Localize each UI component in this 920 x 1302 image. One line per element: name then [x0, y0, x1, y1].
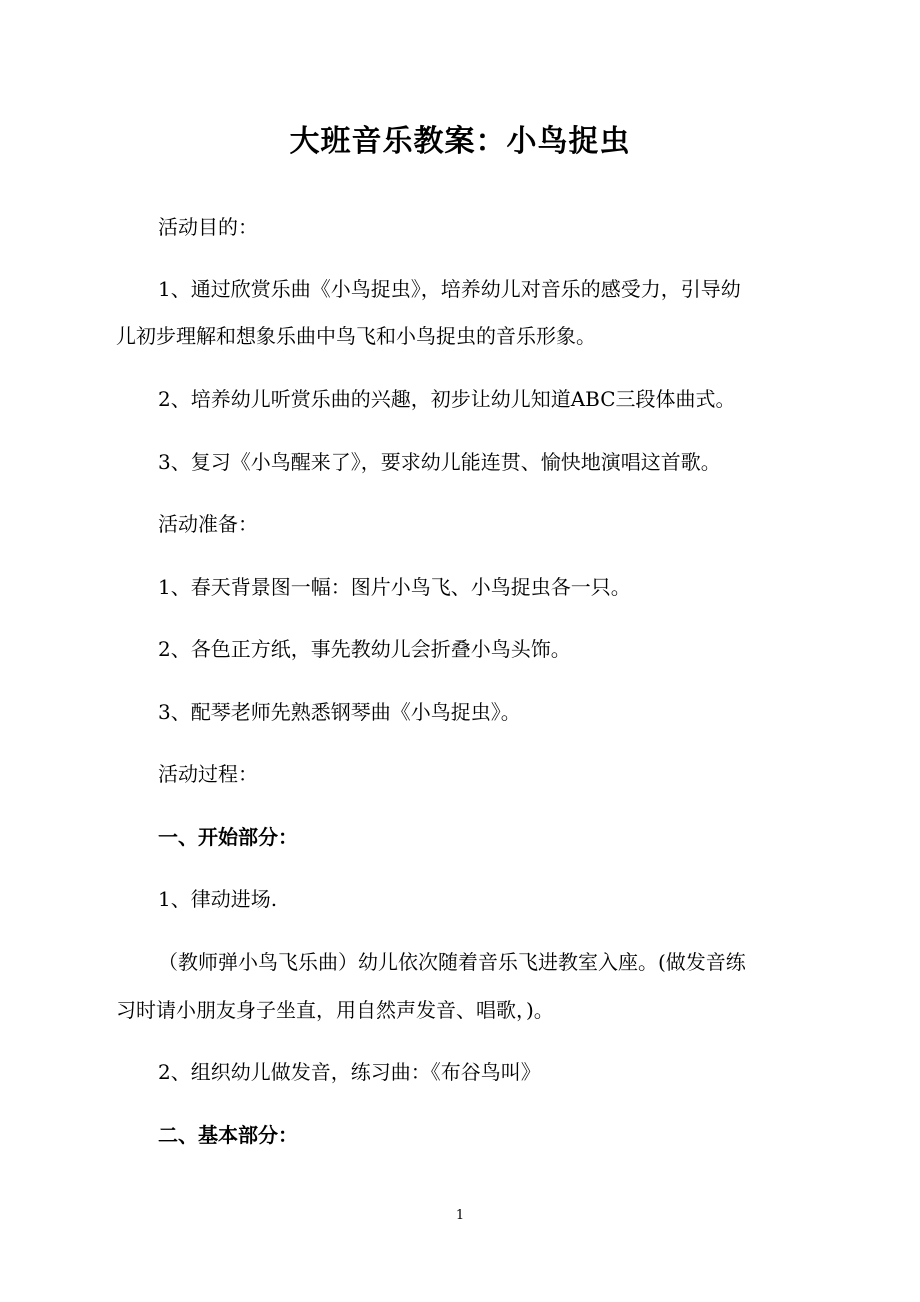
paragraph-line: 儿初步理解和想象乐曲中鸟飞和小鸟捉虫的音乐形象。 [116, 324, 596, 348]
paragraph-line: 2、各色正方纸，事先教幼儿会折叠小鸟头饰。 [158, 637, 571, 661]
paragraph-line: 2、组织幼儿做发音，练习曲：《布谷鸟叫》 [158, 1060, 541, 1084]
subsection-heading-start: 一、开始部分： [158, 825, 298, 849]
paragraph-line: 习时请小朋友身子坐直，用自然声发音、唱歌，)。 [116, 998, 554, 1022]
paragraph-line: （教师弹小鸟飞乐曲）幼儿依次随着音乐飞进教室入座。(做发音练 [158, 950, 746, 974]
page-number: 1 [455, 1208, 465, 1223]
paragraph-line: 3、复习《小鸟醒来了》，要求幼儿能连贯、愉快地演唱这首歌。 [158, 450, 721, 474]
document-title: 大班音乐教案：小鸟捉虫 [289, 124, 631, 159]
paragraph-line: 1、通过欣赏乐曲《小鸟捉虫》，培养幼儿对音乐的感受力，引导幼 [158, 277, 741, 301]
paragraph-line: 1、春天背景图一幅：图片小鸟飞、小鸟捉虫各一只。 [158, 575, 631, 599]
section-heading-activity-prep: 活动准备： [158, 512, 258, 536]
paragraph-line: 2、培养幼儿听赏乐曲的兴趣，初步让幼儿知道ABC三段体曲式。 [158, 387, 736, 411]
section-heading-activity-process: 活动过程： [158, 762, 258, 786]
paragraph-line: 1、律动进场. [158, 887, 278, 911]
paragraph-line: 3、配琴老师先熟悉钢琴曲《小鸟捉虫》。 [158, 700, 521, 724]
section-heading-activity-goals: 活动目的： [158, 215, 258, 239]
subsection-heading-basic: 二、基本部分： [158, 1123, 298, 1147]
